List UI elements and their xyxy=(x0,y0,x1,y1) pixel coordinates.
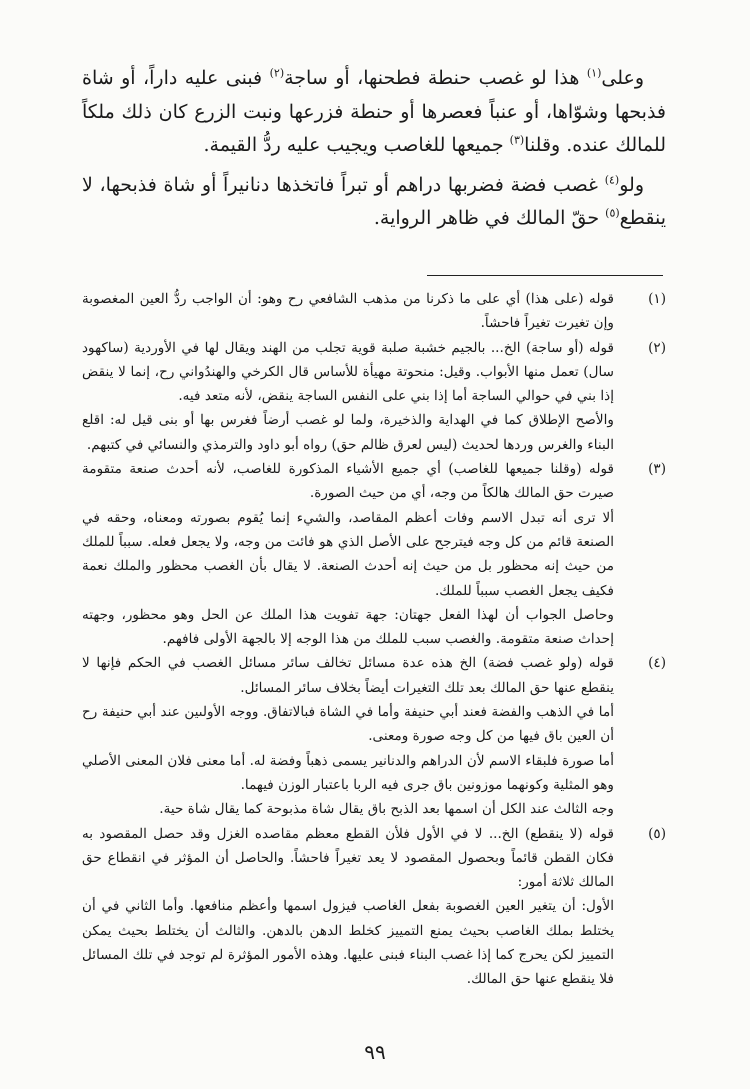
body-paragraph xyxy=(82,62,666,163)
footnote-paragraph: قوله (على هذا) أي على ما ذكرنا من مذهب الشافعي رح وهو: أن الواجب ردُّ العين المغصوبة وإن تغيرت تغيراً فاحشاً. xyxy=(82,291,614,332)
text-segment: فبنى عليه داراً، أو شاة فذبحها وشوّاها، أو عنباً فعصرها أو حنطة فزرعها ونبت الزرع كان ذلك ملكاً للمالك عنده. وقلنا xyxy=(82,67,666,156)
footnote xyxy=(82,651,666,821)
text-segment: غصب فضة فضربها دراهم أو تبراً فاتخذها دنانيراً أو شاة فذبحها، لا ينقطع xyxy=(82,173,666,229)
footnote-paragraph: قوله (ولو غصب فضة) الخ هذه عدة مسائل تخالف سائر مسائل الغصب في الحكم فإنها لا ينقطع عنها حق المالك بعد تلك التغيرات أيضاً بخلاف سائر المسائل. xyxy=(82,655,614,696)
text-segment: حقّ المالك في ظاهر الرواية. xyxy=(373,207,606,229)
footnote-number: (٢) xyxy=(648,339,666,356)
footnote-body xyxy=(82,651,614,821)
footnote xyxy=(82,822,666,992)
text-segment: هذا لو غصب حنطة فطحنها، أو ساجة xyxy=(284,67,587,89)
footnote-body xyxy=(82,822,614,992)
footnote-ref: (٣) xyxy=(509,133,525,147)
footnote-number: (٣) xyxy=(648,461,666,478)
footnote-body xyxy=(82,287,614,336)
main-text xyxy=(82,62,666,242)
footnotes xyxy=(82,287,666,992)
footnote-paragraph: الأول: أن يتغير العين الغصوبة بفعل الغاصب فيزول اسمها وأعظم منافعها. وأما الثاني في أن يختلط بملك الغاصب بحيث يمنع التمييز كخلط الدهن بالدهن. والثالث أن يختلط بحيث يمكن التمييز لكن يحرج كما إذا غصب البناء فبنى عليها. وهذه الأمور المؤثرة لم توجد في تلك المسائل فلا ينقطع عنها حق المالك. xyxy=(82,898,614,988)
footnote-paragraph: ألا ترى أنه تبدل الاسم وفات أعظم المقاصد، والشيء إنما يُقوم بصورته ومعناه، وحقه في الصنعة قائم من كل وجه فيترجح على الأصل الذي هو فائت من وجه، ولا يجعل فعله. سبباً للملك من حيث إنه محظور بل من حيث إنه أحدث الصنعة. لا يقال بأن الغصب محظور والملك نعمة فكيف يجعل الغصب سبباً للملك. xyxy=(82,509,614,599)
footnote-paragraph: أما صورة فلبقاء الاسم لأن الدراهم والدنانير يسمى ذهباً وفضة له. أما معنى فلان المعنى الأصلي وهو المثلية وكونهما موزونين باق جرى فيه الربا باعتبار الوزن فيهما. xyxy=(82,752,614,793)
footnote xyxy=(82,336,666,457)
text-segment: وعلى xyxy=(601,67,644,89)
footnote-paragraph: وجه الثالث عند الكل أن اسمها بعد الذبح باق يقال شاة مذبوحة كما يقال شاة حية. xyxy=(159,801,614,818)
footnote xyxy=(82,457,666,651)
page-number: ٩٩ xyxy=(364,1040,386,1064)
footnote-paragraph: قوله (لا ينقطع) الخ... لا في الأول فلأن القطع معظم مقاصده الغزل وقد حصل المقصود به فكان القطن قائماً وبحصول المقصود لا يعد تغيراً فاحشاً. والحاصل أن المؤثر في انقطاع حق المالك ثلاثة أمور: xyxy=(82,825,614,891)
footnote-separator xyxy=(427,275,663,276)
footnote xyxy=(82,287,666,336)
footnote-ref: (٢) xyxy=(269,66,285,80)
footnote-body xyxy=(82,457,614,651)
footnote-number: (٤) xyxy=(648,655,666,672)
footnote-ref: (١) xyxy=(586,66,602,80)
text-segment: جميعها للغاصب ويجيب عليه ردُّ القيمة. xyxy=(203,134,510,156)
footnote-paragraph: أما في الذهب والفضة فعند أبي حنيفة وأما في الشاة فبالاتفاق. ووجه الأولىين عند أبي حنيفة رح أن العين باق فيها من كل وجه صورة ومعنى. xyxy=(82,704,614,745)
footnote-paragraph: والأصح الإطلاق كما في الهداية والذخيرة، ولما لو غصب أرضاً فغرس بها أو بنى قيل له: اقلع البناء والغرس وردها لحديث (ليس لعرق ظالم حق) رواه أبو داود والترمذي والنسائي في كتبهم. xyxy=(82,412,614,453)
footnote-ref: (٤) xyxy=(604,173,620,187)
footnote-paragraph: قوله (أو ساجة) الخ... بالجيم خشبة صلبة قوية تجلب من الهند ويقال لها في الأوردية (ساكهود سال) تعمل منها الأبواب. وقيل: منحوتة مهيأة للأساس قال الكرخي والهندُواني رح، إنما لا ينقض إذا بني في حوالي الساجة أما إذا بني على النفس الساجة ينقض، لأنه متعد فيه. xyxy=(82,339,614,405)
text-segment: ولو xyxy=(619,173,644,196)
footnote-paragraph: وحاصل الجواب أن لهذا الفعل جهتان: جهة تفويت هذا الملك عن الحل وهو محظور، وجهته إحداث صنعة متقومة. والغصب سبب للملك من هذا الوجه إلا بالجهة الأولى فافهم. xyxy=(82,606,614,648)
footnote-number: (٥) xyxy=(648,825,666,842)
footnote-number: (١) xyxy=(648,291,666,307)
body-paragraph xyxy=(82,169,666,236)
footnote-ref: (٥) xyxy=(605,206,620,220)
footnote-paragraph: قوله (وقلنا جميعها للغاصب) أي جميع الأشياء المذكورة للغاصب، لأنه أحدث صنعة متقومة صيرت حق المالك هالكاً من وجه، أي من حيث الصورة. xyxy=(82,461,614,502)
footnote-body xyxy=(82,336,614,457)
